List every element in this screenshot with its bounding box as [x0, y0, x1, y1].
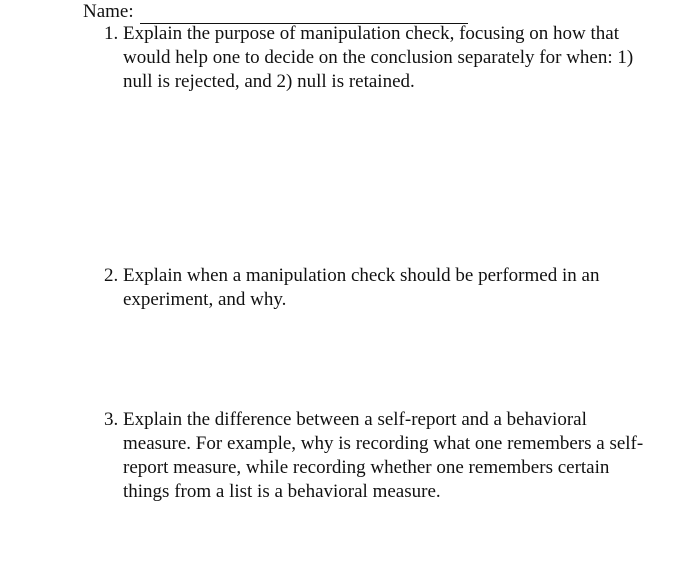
name-label: Name:	[83, 1, 134, 22]
question-text: Explain the purpose of manipulation check, focusing on how that would help one to decide on the conclusion separately for when: 1) null is rejected, and 2) null is retained.	[123, 23, 634, 92]
question-text: Explain the difference between a self-report and a behavioral measure. For example, why is recording what one remembers a self-report measure, while recording whether one remembers certain things from a list is a behavioral measure.	[123, 409, 644, 502]
question-number: 2.	[104, 265, 119, 286]
question-2	[104, 264, 644, 312]
name-row	[83, 0, 468, 24]
question-number: 3.	[104, 409, 119, 430]
question-3	[104, 408, 644, 504]
question-text: Explain when a manipulation check should be performed in an experiment, and why.	[123, 265, 600, 310]
question-number: 1.	[104, 23, 119, 44]
question-1	[104, 22, 644, 94]
